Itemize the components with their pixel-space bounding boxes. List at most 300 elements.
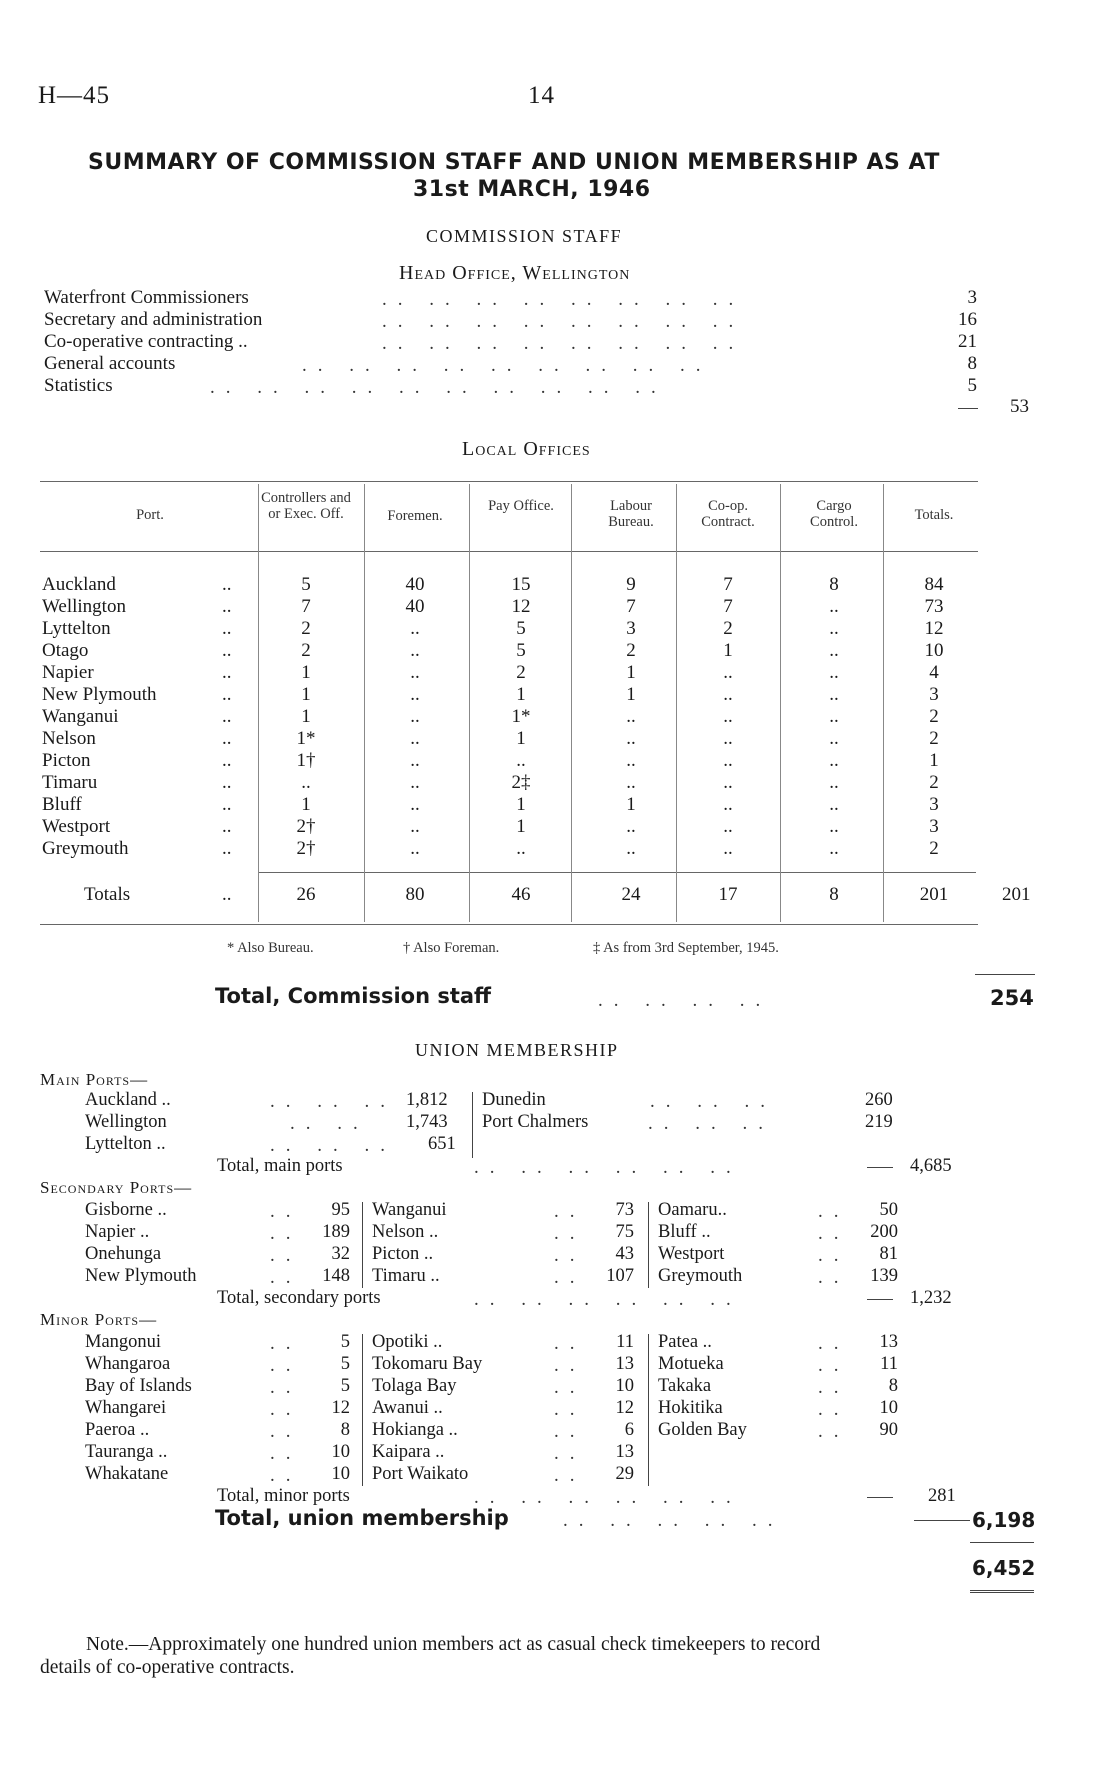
minor-port-value: 6 <box>624 1420 634 1440</box>
leader-dots: .. <box>554 1267 586 1288</box>
table-bottom-rule <box>40 924 978 925</box>
column-bar <box>648 1202 649 1288</box>
leader-dots: .. <box>554 1421 586 1442</box>
secondary-port-value: 43 <box>615 1244 634 1264</box>
table-cell: 2 <box>626 640 636 661</box>
table-cell: .. <box>829 838 839 859</box>
table-cell: 2 <box>929 772 939 793</box>
leader-dots: .. <box>270 1223 302 1244</box>
head-office-rule <box>958 408 978 409</box>
leader-dots: .. .. .. <box>648 1113 774 1134</box>
grand-total-rule <box>970 1542 1034 1543</box>
secondary-total-label: Total, secondary ports <box>217 1288 381 1308</box>
leader-dots: .. <box>270 1333 302 1354</box>
col-header: Foremen. <box>387 508 443 524</box>
secondary-total-value: 1,232 <box>910 1288 952 1308</box>
minor-port-value: 12 <box>615 1398 634 1418</box>
leader-dots: .. .. .. <box>650 1091 776 1112</box>
table-cell: 5 <box>516 640 526 661</box>
minor-port-label: Bay of Islands <box>85 1376 192 1396</box>
table-cell: .. <box>410 640 420 661</box>
minor-total-label: Total, minor ports <box>217 1486 350 1506</box>
minor-port-value: 10 <box>615 1376 634 1396</box>
minor-port-value: 11 <box>880 1354 898 1374</box>
table-row-port: Otago <box>42 640 89 661</box>
table-cell: .. <box>410 794 420 815</box>
secondary-port-label: Picton .. <box>372 1244 434 1264</box>
leader-dots: .. <box>554 1201 586 1222</box>
minor-total-value: 281 <box>928 1486 956 1506</box>
table-cell: 1 <box>516 794 526 815</box>
table-cell: .. <box>626 728 636 749</box>
minor-port-value: 10 <box>879 1398 898 1418</box>
table-row-port: Nelson <box>42 728 96 749</box>
leader-dots: .. <box>222 772 232 793</box>
table-cell: .. <box>723 838 733 859</box>
minor-port-value: 8 <box>888 1376 898 1396</box>
note-line-2: details of co-operative contracts. <box>40 1657 295 1678</box>
column-bar <box>362 1334 363 1486</box>
leader-dots: .. <box>554 1223 586 1244</box>
table-row-port: Lyttelton <box>42 618 111 639</box>
main-port-label: Port Chalmers <box>482 1112 589 1132</box>
col-header: Co-op. Contract. <box>701 498 755 530</box>
leader-dots: .. <box>270 1355 302 1376</box>
leader-dots: .. .. .. .. .. <box>563 1510 784 1531</box>
leader-dots: .. <box>818 1245 850 1266</box>
table-cell: .. <box>829 662 839 683</box>
table-cell: 2 <box>723 618 733 639</box>
dash <box>914 1520 970 1521</box>
table-cell: 3 <box>929 816 939 837</box>
leader-dots: .. <box>818 1421 850 1442</box>
minor-port-value: 11 <box>616 1332 634 1352</box>
table-cell: .. <box>829 596 839 617</box>
table-cell: .. <box>829 816 839 837</box>
table-row-port: Wellington <box>42 596 126 617</box>
table-cell: .. <box>410 706 420 727</box>
minor-port-label: Tolaga Bay <box>372 1376 457 1396</box>
table-cell: 1 <box>723 640 733 661</box>
table-cell: .. <box>829 794 839 815</box>
table-row-port: Timaru <box>42 772 98 793</box>
minor-port-label: Motueka <box>658 1354 724 1374</box>
table-cell: .. <box>723 816 733 837</box>
table-cell: .. <box>410 662 420 683</box>
commission-total-dots: .. .. .. .. <box>598 990 772 1011</box>
totals-cell: 46 <box>511 884 531 905</box>
table-row-port: Greymouth <box>42 838 129 859</box>
secondary-port-value: 32 <box>331 1244 350 1264</box>
leader-dots: .. .. .. .. .. .. <box>474 1289 742 1310</box>
minor-port-value: 5 <box>340 1354 350 1374</box>
table-totals-rule <box>258 872 976 873</box>
leader-dots: .. <box>222 794 232 815</box>
table-cell: .. <box>410 684 420 705</box>
leader-dots: .. <box>270 1443 302 1464</box>
main-port-value: 260 <box>865 1090 893 1110</box>
column-divider <box>364 484 365 922</box>
table-cell: 12 <box>924 618 944 639</box>
minor-port-label: Golden Bay <box>658 1420 747 1440</box>
leader-dots: .. .. .. .. .. .. .. .. <box>382 289 745 310</box>
main-port-value: 1,812 <box>406 1090 448 1110</box>
table-cell: 2† <box>296 838 316 859</box>
secondary-port-value: 50 <box>879 1200 898 1220</box>
minor-port-value: 13 <box>879 1332 898 1352</box>
footnote-september: ‡ As from 3rd September, 1945. <box>593 940 779 956</box>
minor-port-label: Whangarei <box>85 1398 167 1418</box>
minor-port-label: Tauranga .. <box>85 1442 168 1462</box>
minor-ports-heading: Minor Ports— <box>40 1310 158 1329</box>
table-cell: .. <box>829 640 839 661</box>
minor-port-label: Hokianga .. <box>372 1420 458 1440</box>
leader-dots: .. .. .. .. .. .. .. .. <box>382 311 745 332</box>
main-port-value: 651 <box>428 1134 456 1154</box>
col-header: Controllers and or Exec. Off. <box>261 490 351 522</box>
column-bar <box>648 1334 649 1486</box>
head-office-value: 21 <box>958 331 977 352</box>
leader-dots: .. <box>222 640 232 661</box>
main-port-label: Lyttelton .. <box>85 1134 166 1154</box>
leader-dots: .. <box>554 1333 586 1354</box>
table-cell: .. <box>626 772 636 793</box>
dash <box>867 1497 893 1498</box>
head-office-label: Co-operative contracting .. <box>44 331 248 352</box>
leader-dots: .. <box>222 706 232 727</box>
column-divider <box>883 484 884 922</box>
table-cell: .. <box>626 750 636 771</box>
table-row-port: Auckland <box>42 574 116 595</box>
leader-dots: .. <box>270 1201 302 1222</box>
table-cell: .. <box>301 772 311 793</box>
table-cell: .. <box>410 618 420 639</box>
table-cell: .. <box>626 706 636 727</box>
secondary-port-label: Timaru .. <box>372 1266 440 1286</box>
table-cell: 40 <box>405 596 425 617</box>
leader-dots: .. <box>270 1421 302 1442</box>
totals-cell: 26 <box>296 884 316 905</box>
main-port-value: 219 <box>865 1112 893 1132</box>
commission-total-rule <box>975 974 1035 975</box>
table-cell: 7 <box>301 596 311 617</box>
table-row-port: New Plymouth <box>42 684 157 705</box>
table-cell: 1 <box>516 684 526 705</box>
secondary-port-value: 73 <box>615 1200 634 1220</box>
minor-port-value: 8 <box>340 1420 350 1440</box>
table-cell: 1 <box>301 662 311 683</box>
minor-port-label: Takaka <box>658 1376 712 1396</box>
table-cell: 1 <box>626 662 636 683</box>
table-row-port: Picton <box>42 750 91 771</box>
table-cell: 10 <box>924 640 944 661</box>
column-bar <box>472 1092 473 1158</box>
head-office-label: Statistics <box>44 375 113 396</box>
table-cell: 15 <box>511 574 531 595</box>
table-row-port: Napier <box>42 662 94 683</box>
minor-port-label: Mangonui <box>85 1332 162 1352</box>
table-cell: .. <box>410 728 420 749</box>
secondary-port-value: 139 <box>870 1266 898 1286</box>
leader-dots: .. <box>818 1399 850 1420</box>
totals-outer: 201 <box>1002 884 1031 905</box>
totals-cell: 80 <box>405 884 425 905</box>
leader-dots: .. <box>270 1245 302 1266</box>
table-cell: 1† <box>296 750 316 771</box>
table-cell: 1 <box>929 750 939 771</box>
col-header: Cargo Control. <box>810 498 858 530</box>
leader-dots: .. <box>554 1245 586 1266</box>
table-cell: .. <box>410 772 420 793</box>
leader-dots: .. <box>222 816 232 837</box>
secondary-port-value: 75 <box>615 1222 634 1242</box>
secondary-port-label: Greymouth <box>658 1266 743 1286</box>
table-cell: 2 <box>301 618 311 639</box>
table-row-port: Bluff <box>42 794 82 815</box>
minor-port-label: Paeroa .. <box>85 1420 150 1440</box>
table-cell: 2 <box>929 706 939 727</box>
table-cell: .. <box>626 838 636 859</box>
minor-port-label: Whangaroa <box>85 1354 171 1374</box>
head-office-label: General accounts <box>44 353 176 374</box>
page-number: 14 <box>528 82 555 109</box>
table-cell: 84 <box>924 574 944 595</box>
table-cell: .. <box>723 750 733 771</box>
head-office-value: 16 <box>958 309 977 330</box>
minor-port-label: Tokomaru Bay <box>372 1354 483 1374</box>
table-cell: .. <box>829 772 839 793</box>
secondary-port-value: 189 <box>322 1222 350 1242</box>
table-cell: 1 <box>301 794 311 815</box>
minor-port-value: 29 <box>615 1464 634 1484</box>
secondary-port-label: Nelson .. <box>372 1222 439 1242</box>
table-cell: 3 <box>929 684 939 705</box>
leader-dots: .. <box>222 728 232 749</box>
col-header-port: Port. <box>136 507 164 523</box>
leader-dots: .. .. .. .. .. .. .. .. .. <box>302 355 712 376</box>
footnote-bureau: * Also Bureau. <box>227 940 314 956</box>
page-title: SUMMARY OF COMMISSION STAFF AND UNION MEMBERSHIP AS AT <box>88 150 940 175</box>
leader-dots: .. <box>554 1465 586 1486</box>
head-office-total: 53 <box>1010 396 1029 417</box>
table-cell: 2 <box>516 662 526 683</box>
column-divider <box>780 484 781 922</box>
table-cell: 2 <box>929 728 939 749</box>
leader-dots: .. <box>222 574 232 595</box>
commission-total-label: Total, Commission staff <box>215 984 492 1008</box>
table-cell: 1 <box>516 728 526 749</box>
secondary-port-label: New Plymouth <box>85 1266 197 1286</box>
table-cell: 1 <box>626 794 636 815</box>
minor-port-label: Whakatane <box>85 1464 169 1484</box>
leader-dots: .. <box>818 1223 850 1244</box>
head-office-heading: Head Office, Wellington <box>399 262 631 284</box>
table-cell: .. <box>410 750 420 771</box>
minor-port-value: 5 <box>340 1376 350 1396</box>
main-port-label: Wellington <box>85 1112 167 1132</box>
leader-dots: .. <box>222 618 232 639</box>
note-line-1: Note.—Approximately one hundred union members act as casual check timekeepers to record <box>86 1634 821 1655</box>
table-cell: .. <box>829 618 839 639</box>
head-office-label: Secretary and administration <box>44 309 263 330</box>
secondary-port-value: 200 <box>870 1222 898 1242</box>
grand-total-value: 6,452 <box>972 1556 1036 1580</box>
leader-dots: .. <box>818 1355 850 1376</box>
table-cell: 9 <box>626 574 636 595</box>
table-cell: .. <box>723 772 733 793</box>
secondary-port-value: 81 <box>879 1244 898 1264</box>
leader-dots: .. <box>818 1333 850 1354</box>
column-bar <box>362 1202 363 1288</box>
minor-port-label: Patea .. <box>658 1332 712 1352</box>
table-cell: .. <box>723 684 733 705</box>
union-total-label: Total, union membership <box>215 1506 509 1530</box>
table-row-port: Wanganui <box>42 706 119 727</box>
union-heading: UNION MEMBERSHIP <box>415 1040 619 1060</box>
leader-dots: .. .. <box>290 1113 369 1134</box>
leader-dots: .. <box>222 838 232 859</box>
totals-cell: 201 <box>919 884 949 905</box>
table-cell: 5 <box>301 574 311 595</box>
minor-port-value: 13 <box>615 1354 634 1374</box>
table-cell: .. <box>829 728 839 749</box>
table-cell: 73 <box>924 596 944 617</box>
leader-dots: .. .. .. .. .. .. <box>474 1487 742 1508</box>
secondary-port-value: 95 <box>331 1200 350 1220</box>
col-header: Labour Bureau. <box>608 498 654 530</box>
secondary-port-label: Bluff .. <box>658 1222 711 1242</box>
table-cell: 40 <box>405 574 425 595</box>
col-header: Pay Office. <box>488 498 554 514</box>
union-total-value: 6,198 <box>972 1508 1036 1532</box>
local-offices-heading: Local Offices <box>462 438 591 460</box>
table-cell: .. <box>829 684 839 705</box>
commission-total-value: 254 <box>990 986 1034 1010</box>
leader-dots: .. .. .. .. .. .. .. .. .. .. <box>210 377 667 398</box>
leader-dots: .. <box>222 596 232 617</box>
totals-cell: 8 <box>829 884 839 905</box>
page-subtitle: 31st MARCH, 1946 <box>413 177 651 202</box>
leader-dots: .. <box>270 1377 302 1398</box>
table-cell: 8 <box>829 574 839 595</box>
column-divider <box>469 484 470 922</box>
table-cell: 3 <box>626 618 636 639</box>
head-office-value: 3 <box>967 287 977 308</box>
leader-dots: .. <box>554 1399 586 1420</box>
footnote-foreman: † Also Foreman. <box>403 940 500 956</box>
secondary-port-value: 148 <box>322 1266 350 1286</box>
table-cell: .. <box>410 816 420 837</box>
table-cell: 3 <box>929 794 939 815</box>
table-cell: .. <box>829 750 839 771</box>
leader-dots: .. .. .. <box>270 1135 396 1156</box>
leader-dots: .. <box>554 1443 586 1464</box>
table-top-rule <box>40 481 978 482</box>
minor-port-label: Opotiki .. <box>372 1332 443 1352</box>
table-cell: 4 <box>929 662 939 683</box>
table-cell: .. <box>829 706 839 727</box>
table-cell: 1* <box>296 728 316 749</box>
leader-dots: .. <box>222 662 232 683</box>
main-ports-heading: Main Ports— <box>40 1070 149 1089</box>
leader-dots: .. .. .. .. .. .. .. .. <box>382 333 745 354</box>
leader-dots: .. <box>222 750 232 771</box>
table-cell: .. <box>626 816 636 837</box>
table-cell: 1* <box>511 706 531 727</box>
grand-total-double-rule <box>970 1590 1034 1593</box>
leader-dots: .. <box>818 1201 850 1222</box>
table-cell: .. <box>723 662 733 683</box>
table-cell: 1 <box>301 684 311 705</box>
table-cell: 12 <box>511 596 531 617</box>
table-cell: 1 <box>626 684 636 705</box>
secondary-port-label: Napier .. <box>85 1222 150 1242</box>
page-ref: H—45 <box>38 82 111 109</box>
dash <box>867 1299 893 1300</box>
table-cell: .. <box>723 706 733 727</box>
main-total-value: 4,685 <box>910 1156 952 1176</box>
leader-dots: .. <box>222 684 232 705</box>
leader-dots: .. .. .. .. .. .. <box>474 1157 742 1178</box>
table-cell: 2† <box>296 816 316 837</box>
table-cell: 7 <box>723 596 733 617</box>
secondary-port-label: Oamaru.. <box>658 1200 727 1220</box>
minor-port-value: 5 <box>340 1332 350 1352</box>
table-cell: 2 <box>929 838 939 859</box>
head-office-value: 5 <box>967 375 977 396</box>
main-total-label: Total, main ports <box>217 1156 343 1176</box>
table-cell: 5 <box>516 618 526 639</box>
leader-dots: .. <box>818 1377 850 1398</box>
leader-dots: .. <box>270 1399 302 1420</box>
table-cell: .. <box>723 794 733 815</box>
main-port-label: Dunedin <box>482 1090 546 1110</box>
leader-dots: .. <box>270 1465 302 1486</box>
table-cell: 7 <box>723 574 733 595</box>
leader-dots: .. <box>818 1267 850 1288</box>
column-divider <box>676 484 677 922</box>
head-office-value: 8 <box>967 353 977 374</box>
main-port-label: Auckland .. <box>85 1090 171 1110</box>
leader-dots: .. <box>554 1355 586 1376</box>
minor-port-label: Port Waikato <box>372 1464 469 1484</box>
secondary-ports-heading: Secondary Ports— <box>40 1178 193 1197</box>
table-cell: 1 <box>516 816 526 837</box>
minor-port-value: 12 <box>331 1398 350 1418</box>
secondary-port-label: Gisborne .. <box>85 1200 167 1220</box>
commission-heading: COMMISSION STAFF <box>426 226 623 246</box>
minor-port-value: 10 <box>331 1464 350 1484</box>
col-header: Totals. <box>914 507 954 523</box>
minor-port-label: Awanui .. <box>372 1398 443 1418</box>
table-cell: .. <box>516 750 526 771</box>
table-row-port: Westport <box>42 816 111 837</box>
minor-port-value: 90 <box>879 1420 898 1440</box>
table-cell: 1 <box>301 706 311 727</box>
table-cell: 2‡ <box>511 772 531 793</box>
table-cell: .. <box>516 838 526 859</box>
leader-dots: .. <box>554 1377 586 1398</box>
totals-row-label: Totals <box>84 884 131 905</box>
table-cell: .. <box>410 838 420 859</box>
secondary-port-label: Wanganui <box>372 1200 447 1220</box>
minor-port-label: Kaipara .. <box>372 1442 445 1462</box>
secondary-port-value: 107 <box>606 1266 634 1286</box>
secondary-port-label: Westport <box>658 1244 725 1264</box>
main-port-value: 1,743 <box>406 1112 448 1132</box>
table-cell: 7 <box>626 596 636 617</box>
totals-cell: 24 <box>621 884 641 905</box>
